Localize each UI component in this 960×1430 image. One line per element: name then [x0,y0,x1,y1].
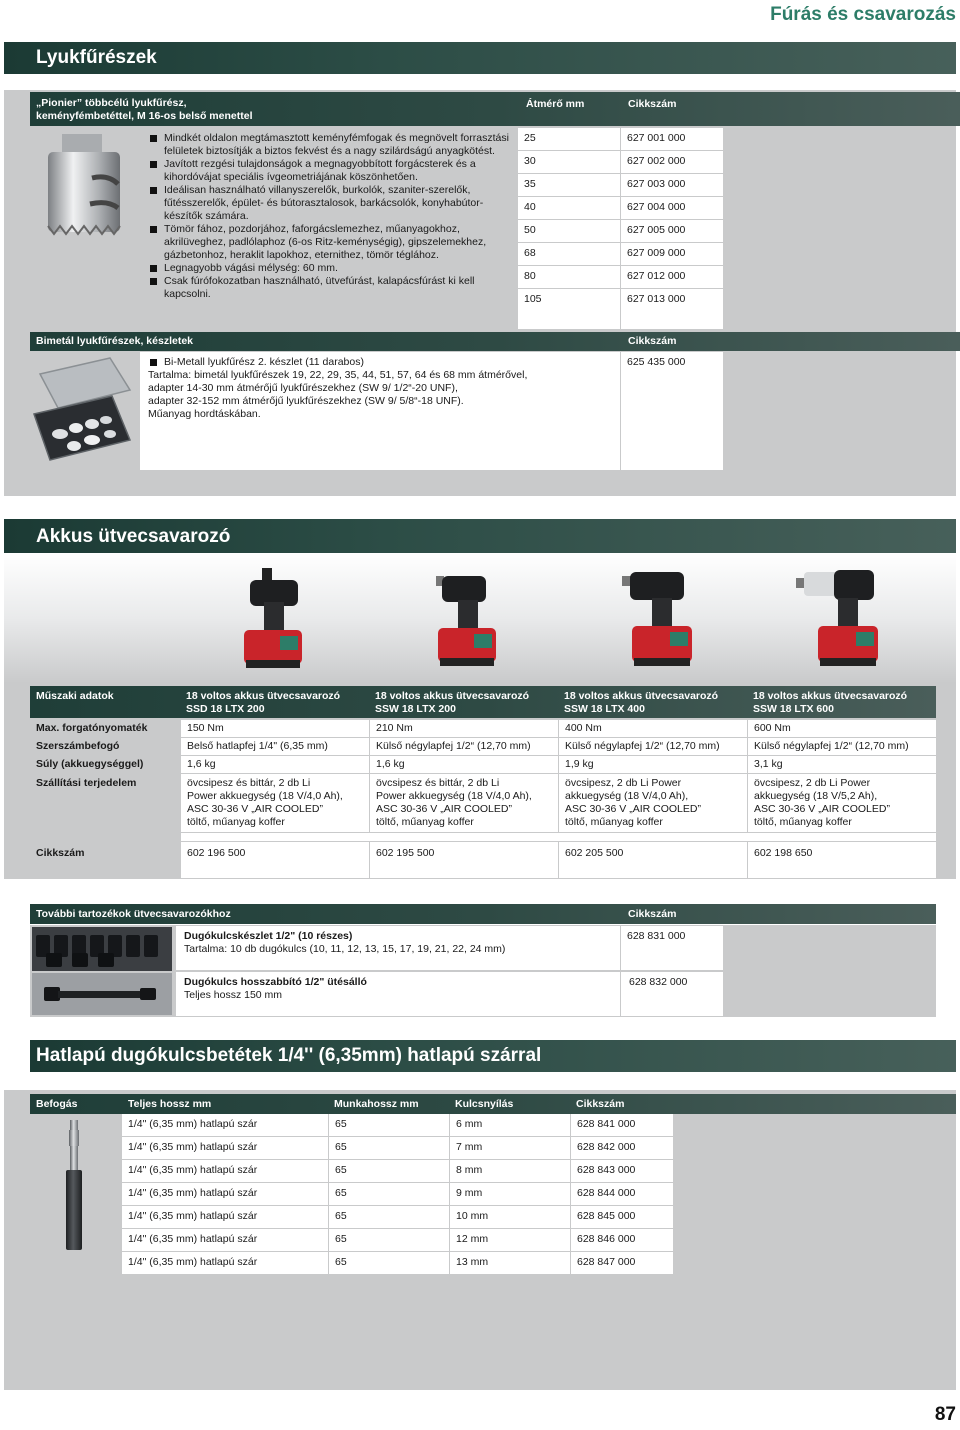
spec-value: 1,9 kg [559,756,747,773]
length-cell: 65 [329,1137,449,1159]
delivery-line: övcsipesz, 2 db Li Power [565,777,682,789]
code-cell: 627 009 000 [621,243,723,265]
shank-cell: 1/4" (6,35 mm) hatlapú szár [122,1137,328,1159]
length-cell: 65 [329,1252,449,1274]
spec-value: 210 Nm [370,720,558,737]
bimetal-description [148,356,618,421]
key-size-cell: 6 mm [450,1114,570,1136]
model-header-line: 18 voltos akkus ütvecsavarozó [753,690,908,702]
spec-value: 600 Nm [748,720,936,737]
col-header-munkahossz: Munkahossz mm [334,1098,419,1110]
delivery-line: övcsipesz és bittár, 2 db Li [376,777,500,789]
key-size-cell: 7 mm [450,1137,570,1159]
spec-header-label: Műszaki adatok [36,690,114,702]
bimetal-title: Bi-Metall lyukfűrész 2. készlet (11 darabos) [148,356,618,369]
shank-cell: 1/4" (6,35 mm) hatlapú szár [122,1252,328,1274]
code-cell: 628 842 000 [571,1137,673,1159]
shank-cell: 1/4" (6,35 mm) hatlapú szár [122,1183,328,1205]
spec-label-weight: Súly (akkuegységgel) [30,756,180,773]
length-cell: 65 [329,1160,449,1182]
accessory-2-code: 628 832 000 [629,976,688,988]
delivery-value [181,774,369,832]
model-header-1 [186,690,340,716]
bimetal-line-1: Tartalma: bimetál lyukfűrészek 19, 22, 29, 35, 44, 51, 57, 64 és 68 mm átmérővel, [148,369,528,381]
delivery-value [370,774,558,832]
accessories-col-code: Cikkszám [628,908,677,920]
accessory-1-desc: Tartalma: 10 db dugókulcs (10, 11, 12, 13, 15, 17, 19, 21, 22, 24 mm) [184,943,506,955]
code-cell: 628 845 000 [571,1206,673,1228]
section-title-hatlapu-dugokulcsbetetek: Hatlapú dugókulcsbetétek 1/4'' (6,35mm) hatlapú szárral [30,1040,956,1072]
delivery-line: töltő, műanyag koffer [565,816,663,828]
feature-4: Tömör fához, pozdorjához, faforgácslemezhez, műanyagokhoz, akrilüveghez, padlólaphoz (6-os Ritz-keménységig), gipszelemekhez, gázbetonhoz, heraklit lapokhoz, eternithez, tömör téglához. [148,223,510,262]
diam-cell: 68 [518,243,620,265]
hole-saw-case-image [30,354,136,468]
spec-value: Belső hatlapfej 1/4" (6,35 mm) [181,738,369,755]
accessory-1 [184,930,505,956]
spec-value: Külső négylapfej 1/2“ (12,70 mm) [370,738,558,755]
diam-cell: 50 [518,220,620,242]
bimetal-line-4: Műanyag hordtáskában. [148,408,261,420]
delivery-line: Power akkuegység (18 V/4,0 Ah), [376,790,532,802]
spec-value: 3,1 kg [748,756,936,773]
delivery-line: övcsipesz, 2 db Li Power [754,777,871,789]
spacer [181,833,936,841]
model-header-line: 18 voltos akkus ütvecsavarozó [375,690,530,702]
accessories-heading: További tartozékok ütvecsavarozókhoz [36,908,231,920]
ssd-18-ltx-200-image [228,562,318,674]
nut-setter-image [56,1118,92,1250]
code-cell: 627 002 000 [621,151,723,173]
feature-6: Csak fúrófokozatban használható, ütvefúrást, kalapácsfúrást ki kell kapcsolni. [148,275,510,301]
diam-cell: 35 [518,174,620,196]
diam-cell: 105 [518,289,620,329]
delivery-line: ASC 30-36 V „AIR COOLED” [376,803,512,815]
spacer [30,833,180,841]
key-size-cell: 10 mm [450,1206,570,1228]
pionier-features [148,132,510,301]
feature-3: Ideálisan használható villanyszerelők, burkolók, szaniter-szerelők, fűtésszerelők, épület- és bútorasztalosok, barkácsolók, konyhabútor-készítők számára. [148,184,510,223]
accessory-2-name: Dugókulcs hosszabbító 1/2" ütésálló [184,976,367,988]
shank-cell: 1/4" (6,35 mm) hatlapú szár [122,1206,328,1228]
product-code: 602 196 500 [181,842,369,878]
spec-value: 1,6 kg [370,756,558,773]
col-header-diameter: Átmérő mm [526,98,585,110]
bimetal-heading: Bimetál lyukfűrészek, készletek [36,335,193,347]
chapter-title: Fúrás és csavarozás [770,4,956,25]
bimetal-code-box [621,352,723,470]
delivery-line: övcsipesz és bittár, 2 db Li [187,777,311,789]
code-cell: 628 841 000 [571,1114,673,1136]
delivery-line: akkuegység (18 V/4,0 Ah), [565,790,689,802]
socket-set-image [32,927,172,971]
bimetal-line-2: adapter 14-30 mm átmérőjű lyukfűrészekhez (SW 9/ 1/2“-20 UNF), [148,382,458,394]
key-size-cell: 8 mm [450,1160,570,1182]
product-code: 602 195 500 [370,842,558,878]
spec-label-code: Cikkszám [30,842,180,878]
extension-bar-image [32,973,172,1015]
length-cell: 65 [329,1229,449,1251]
pionier-heading [36,97,253,123]
feature-1: Mindkét oldalon megtámasztott keményfémfogak és megnövelt forrasztási felületek biztosítják a biztos fekvést és a nagy szilárdságú anyagkötést. [148,132,510,158]
model-header-2 [375,690,529,716]
col-header-code: Cikkszám [628,98,677,110]
spec-label-chuck: Szerszámbefogó [30,738,180,755]
delivery-line: töltő, műanyag koffer [187,816,285,828]
code-cell: 627 013 000 [621,289,723,329]
col-header-teljes-hossz: Teljes hossz mm [128,1098,212,1110]
delivery-line: ASC 30-36 V „AIR COOLED” [565,803,701,815]
ssw-18-ltx-400-image [608,562,708,674]
code-cell: 628 844 000 [571,1183,673,1205]
delivery-line: ASC 30-36 V „AIR COOLED” [754,803,890,815]
key-size-cell: 9 mm [450,1183,570,1205]
delivery-line: akkuegység (18 V/5,2 Ah), [754,790,878,802]
delivery-line: ASC 30-36 V „AIR COOLED” [187,803,323,815]
key-size-cell: 13 mm [450,1252,570,1274]
delivery-line: Power akkuegység (18 V/4,0 Ah), [187,790,343,802]
diam-cell: 30 [518,151,620,173]
model-header-4 [753,690,907,716]
col-header-cikkszam: Cikkszám [576,1098,625,1110]
length-cell: 65 [329,1183,449,1205]
code-cell: 628 846 000 [571,1229,673,1251]
model-header-name: SSD 18 LTX 200 [186,703,265,715]
hole-saw-image [40,130,130,240]
code-cell: 627 012 000 [621,266,723,288]
col-header-kulcsnyilas: Kulcsnyílás [455,1098,514,1110]
model-header-name: SSW 18 LTX 200 [375,703,456,715]
shank-cell: 1/4" (6,35 mm) hatlapú szár [122,1229,328,1251]
spec-label-delivery: Szállítási terjedelem [30,774,180,832]
spec-value: Külső négylapfej 1/2“ (12,70 mm) [748,738,936,755]
diam-cell: 25 [518,128,620,150]
model-header-name: SSW 18 LTX 600 [753,703,834,715]
shank-cell: 1/4" (6,35 mm) hatlapú szár [122,1114,328,1136]
length-cell: 65 [329,1206,449,1228]
key-size-cell: 12 mm [450,1229,570,1251]
ssw-18-ltx-200-image [418,562,508,674]
accessory-2 [184,976,367,1002]
delivery-value [559,774,747,832]
section-title-akkus-utvecsavarozo: Akkus ütvecsavarozó [4,519,956,553]
spec-label-torque: Max. forgatónyomaték [30,720,180,737]
code-cell: 627 003 000 [621,174,723,196]
spec-value: 150 Nm [181,720,369,737]
feature-5: Legnagyobb vágási mélység: 60 mm. [148,262,510,275]
model-header-3 [564,690,718,716]
spec-value: 1,6 kg [181,756,369,773]
code-cell: 628 843 000 [571,1160,673,1182]
code-cell: 627 005 000 [621,220,723,242]
code-cell: 627 004 000 [621,197,723,219]
shank-cell: 1/4" (6,35 mm) hatlapú szár [122,1160,328,1182]
accessory-1-name: Dugókulcskészlet 1/2" (10 részes) [184,930,353,942]
bimetal-code: 625 435 000 [627,356,686,368]
bimetal-col-code: Cikkszám [628,335,677,347]
accessory-1-code: 628 831 000 [627,930,686,942]
delivery-line: töltő, műanyag koffer [376,816,474,828]
code-cell: 627 001 000 [621,128,723,150]
model-header-line: 18 voltos akkus ütvecsavarozó [186,690,341,702]
pionier-heading-line1: „Pionier” többcélú lyukfűrész, [36,97,187,109]
model-header-line: 18 voltos akkus ütvecsavarozó [564,690,719,702]
delivery-line: töltő, műanyag koffer [754,816,852,828]
section-title-lyukfureszek: Lyukfűrészek [4,42,956,74]
model-header-name: SSW 18 LTX 400 [564,703,645,715]
spec-value: 400 Nm [559,720,747,737]
delivery-value [748,774,936,832]
page-number: 87 [934,1404,956,1425]
ssw-18-ltx-600-image [790,562,890,674]
accessory-2-desc: Teljes hossz 150 mm [184,989,283,1001]
product-code: 602 205 500 [559,842,747,878]
feature-2: Javított rezgési tulajdonságok a megnagyobbított forgácsterek és a kihordóvájat speciális ívgeometriájának köszönhetően. [148,158,510,184]
diam-cell: 80 [518,266,620,288]
pionier-heading-line2: keményfémbetéttel, M 16-os belső menettel [36,110,253,122]
length-cell: 65 [329,1114,449,1136]
spec-value: Külső négylapfej 1/2“ (12,70 mm) [559,738,747,755]
product-code: 602 198 650 [748,842,936,878]
col-header-befogas: Befogás [36,1098,78,1110]
diam-cell: 40 [518,197,620,219]
code-cell: 628 847 000 [571,1252,673,1274]
bimetal-line-3: adapter 32-152 mm átmérőjű lyukfűrészekhez (SW 9/ 5/8“-18 UNF). [148,395,464,407]
